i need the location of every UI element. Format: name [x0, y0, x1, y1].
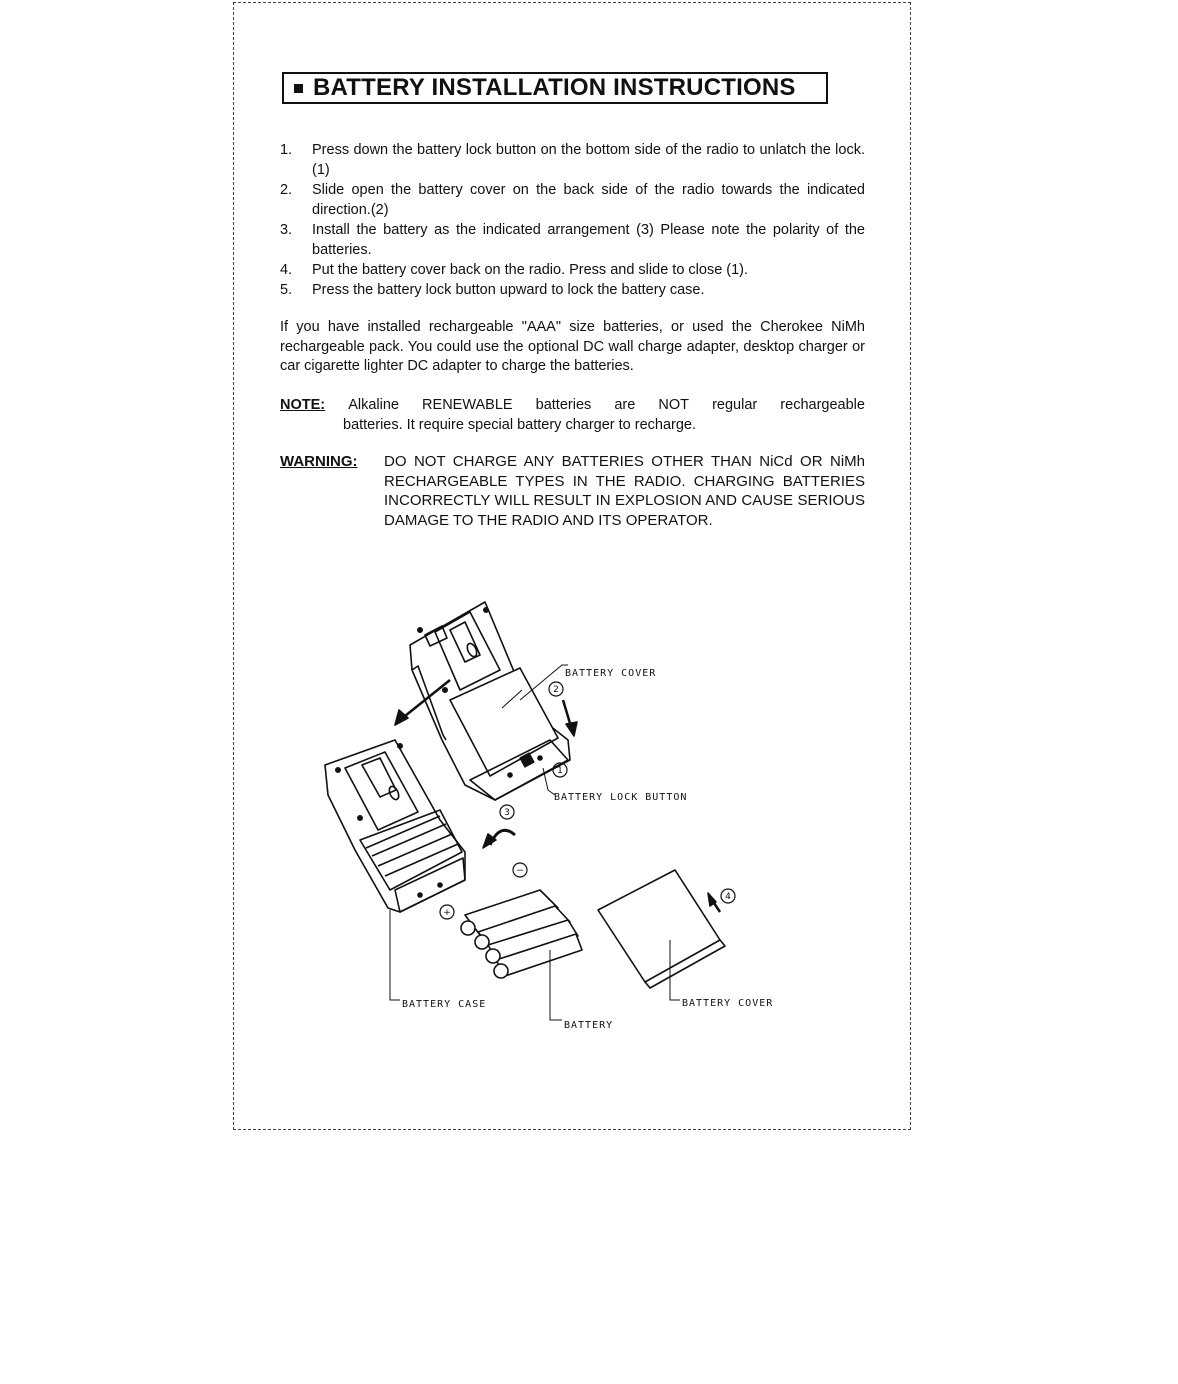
step-number: 5. — [280, 282, 293, 298]
step-number: 2. — [280, 182, 293, 198]
note-line-2: batteries. It require special battery charger to recharge. — [343, 416, 697, 433]
marker-3: 3 — [504, 808, 510, 818]
note-label: NOTE: — [280, 397, 326, 413]
note-block — [280, 396, 865, 435]
marker-4: 4 — [725, 892, 731, 902]
step-item — [280, 220, 865, 260]
label-battery: BATTERY — [564, 1020, 614, 1031]
step-item — [280, 280, 865, 300]
step-number: 1. — [280, 142, 293, 158]
minus-marker: − — [516, 866, 524, 876]
square-bullet-icon — [294, 84, 303, 93]
step-text: Press the battery lock button upward to lock the battery case. — [312, 282, 705, 298]
note-word: RENEWABLE — [422, 397, 513, 413]
label-battery-cover-bottom: BATTERY COVER — [682, 998, 774, 1009]
step-text: Press down the battery lock button on the bottom side of the radio to unlatch the lock. (1) — [312, 142, 865, 178]
step-item — [280, 140, 865, 180]
rechargeable-paragraph: If you have installed rechargeable "AAA" size batteries, or used the Cherokee NiMh rechargeable pack. You could use the optional DC wall charge adapter, desktop charger or car cigarette lighter DC adapter to charge the batteries. — [280, 319, 865, 374]
section-title: BATTERY INSTALLATION INSTRUCTIONS — [313, 74, 796, 101]
marker-1: 1 — [557, 766, 563, 776]
note-line-1 — [280, 396, 865, 416]
loose-battery-cover-illustration — [598, 870, 725, 988]
step-text: Slide open the battery cover on the back side of the radio towards the indicated direction.(2) — [312, 182, 865, 218]
warning-label: WARNING: — [280, 453, 358, 470]
step-item — [280, 260, 865, 280]
note-word: rechargeable — [780, 397, 865, 413]
section-title-box — [282, 72, 828, 104]
label-battery-lock-button: BATTERY LOCK BUTTON — [554, 792, 688, 803]
note-word: regular — [712, 397, 758, 413]
note-word: batteries — [535, 397, 592, 413]
warning-block — [280, 452, 865, 530]
note-word: Alkaline — [348, 397, 399, 413]
plus-marker: + — [443, 908, 451, 918]
aaa-batteries-illustration — [461, 890, 582, 978]
battery-installation-diagram — [300, 590, 820, 1050]
warning-text: DO NOT CHARGE ANY BATTERIES OTHER THAN NiCd OR NiMh RECHARGEABLE TYPES IN THE RADIO. CHARGING BATTERIES INCORRECTLY WILL RESULT IN EXPLOSION AND CAUSE SERIOUS DAMAGE TO THE RADIO AND ITS OPERATOR. — [384, 453, 865, 529]
step-number: 3. — [280, 222, 293, 238]
step-text: Install the battery as the indicated arrangement (3) Please note the polarity of the batteries. — [312, 222, 865, 258]
marker-2: 2 — [553, 685, 559, 695]
radio-open-illustration — [325, 740, 465, 912]
step-item — [280, 180, 865, 220]
note-word: are — [614, 397, 636, 413]
note-word: NOT — [658, 397, 689, 413]
label-battery-case: BATTERY CASE — [402, 999, 487, 1010]
step-number: 4. — [280, 262, 293, 278]
step-text: Put the battery cover back on the radio. Press and slide to close (1). — [312, 262, 749, 278]
radio-back-illustration — [410, 602, 570, 800]
instruction-steps — [280, 140, 865, 300]
label-battery-cover-top: BATTERY COVER — [565, 668, 657, 679]
